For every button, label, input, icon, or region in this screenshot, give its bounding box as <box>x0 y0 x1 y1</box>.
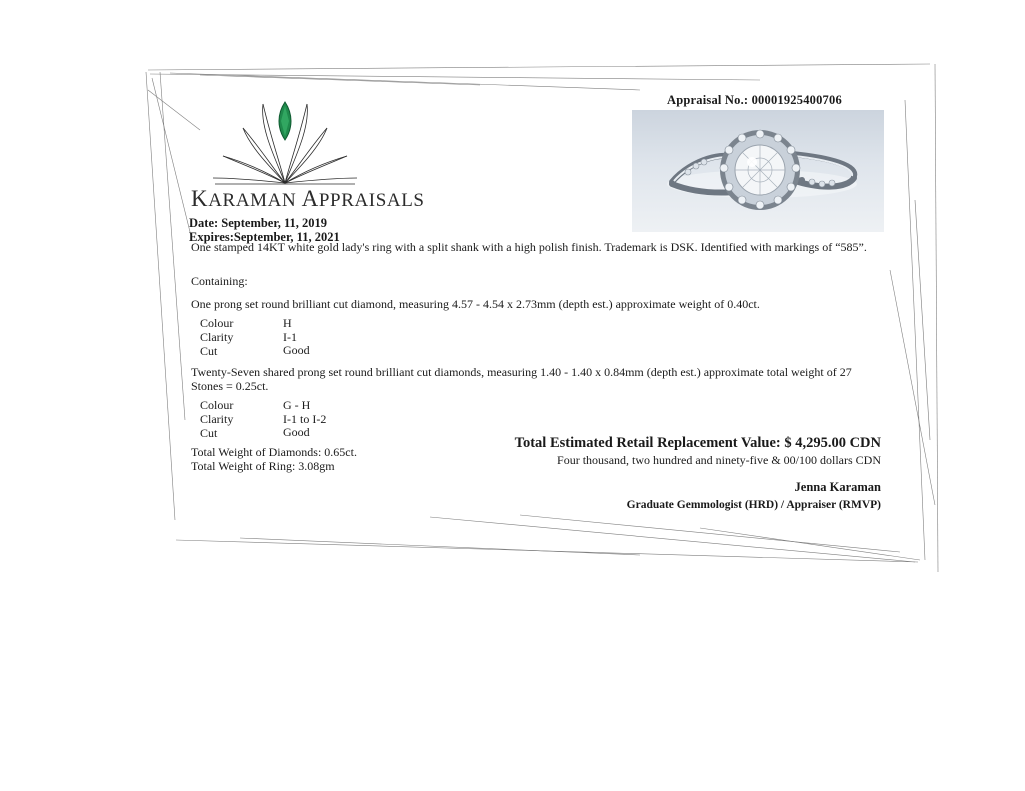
center-colour-value: H <box>283 316 292 330</box>
company-name: KARAMAN APPRAISALS <box>191 186 425 211</box>
side-colour-label: Colour <box>200 398 234 412</box>
total-diamond-weight: Total Weight of Diamonds: 0.65ct. <box>191 445 357 459</box>
center-clarity-label: Clarity <box>200 330 234 344</box>
appraiser-title: Graduate Gemmologist (HRD) / Appraiser (RMVP) <box>626 499 881 511</box>
replacement-value: Total Estimated Retail Replacement Value: $ 4,295.00 CDN <box>514 435 881 451</box>
expiry-date: Expires:September, 11, 2021 <box>189 230 340 244</box>
appraiser-name: Jenna Karaman <box>794 480 881 494</box>
side-colour-value: G - H <box>283 398 311 412</box>
total-ring-weight: Total Weight of Ring: 3.08gm <box>191 459 335 473</box>
center-cut-value: Good <box>283 343 310 357</box>
containing-label: Containing: <box>191 274 248 288</box>
center-stone-description: One prong set round brilliant cut diamond, measuring 4.57 - 4.54 x 2.73mm (depth est.) approximate weight of 0.40ct. <box>191 297 760 311</box>
center-clarity-value: I-1 <box>283 330 297 344</box>
diamond-halo-ring-photo <box>632 110 884 232</box>
side-stones-description: Twenty-Seven shared prong set round brilliant cut diamonds, measuring 1.40 - 1.40 x 0.84mm (depth est.) approximate total weight of 27 Stones = 0.25ct. <box>191 365 852 393</box>
appraisal-number: Appraisal No.: 00001925400706 <box>667 93 842 107</box>
side-clarity-label: Clarity <box>200 412 234 426</box>
ring-photo <box>632 110 884 232</box>
value-in-words: Four thousand, two hundred and ninety-five & 00/100 dollars CDN <box>557 453 881 467</box>
ring-description: One stamped 14KT white gold lady's ring with a split shank with a high polish finish. Trademark is DSK. Identified with markings of “585”. <box>191 240 867 254</box>
side-cut-label: Cut <box>200 426 218 440</box>
marquise-emerald-lotus-logo <box>205 98 365 193</box>
center-colour-label: Colour <box>200 316 234 330</box>
side-clarity-value: I-1 to I-2 <box>283 412 327 426</box>
appraisal-date: Date: September, 11, 2019 <box>189 216 328 230</box>
side-cut-value: Good <box>283 425 310 439</box>
center-cut-label: Cut <box>200 344 218 358</box>
